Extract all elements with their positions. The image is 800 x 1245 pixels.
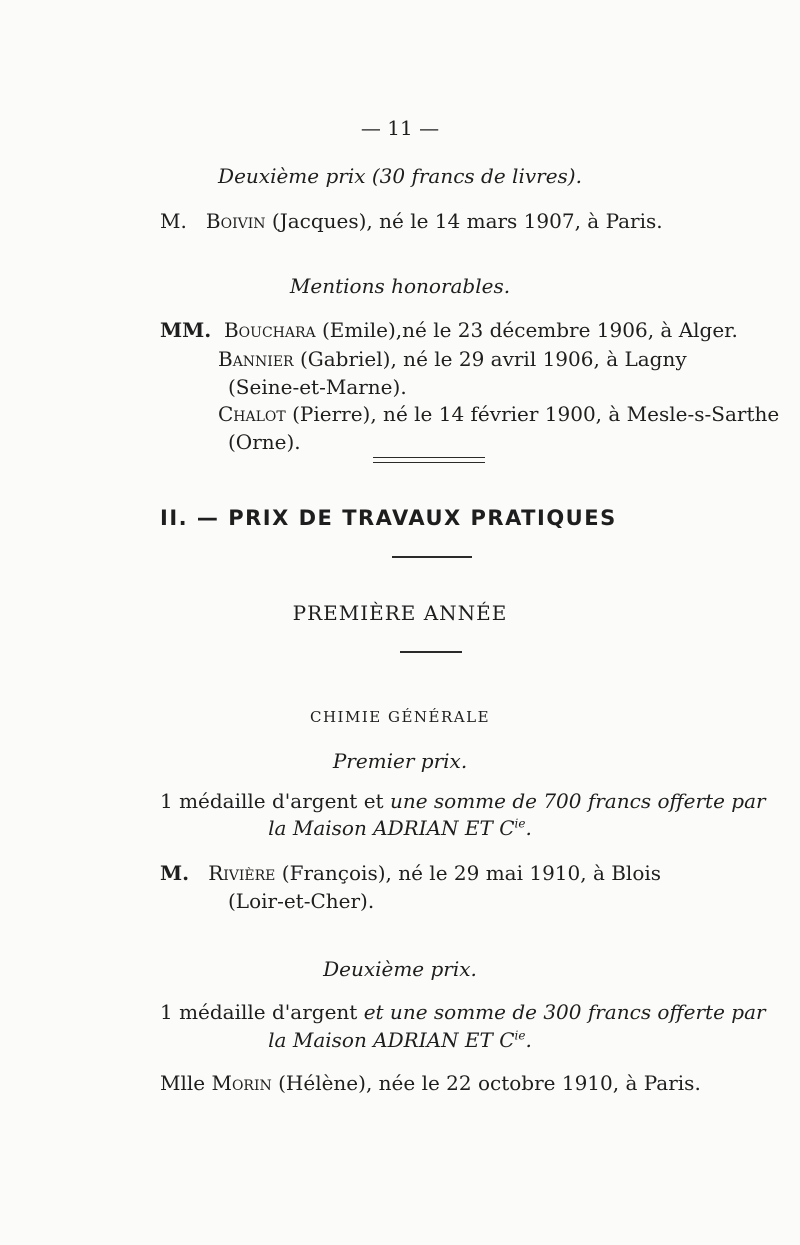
entry-details: (Gabriel), né le 29 avril 1906, à Lagny xyxy=(299,347,687,371)
medaille-text: 1 médaille d'argent xyxy=(160,1000,358,1024)
premiere-annee-heading: PREMIÈRE ANNÉE xyxy=(292,601,508,625)
maison-end: . xyxy=(525,1028,532,1052)
entry-surname: Morin xyxy=(211,1071,272,1095)
medaille-text: 1 médaille d'argent et xyxy=(160,789,384,813)
entry-riviere xyxy=(160,860,661,886)
deuxieme-prix-heading-2: Deuxième prix. xyxy=(323,957,477,981)
entry-riviere-continuation: (Loir-et-Cher). xyxy=(228,889,375,913)
double-rule-divider xyxy=(373,457,485,463)
premier-prix-heading: Premier prix. xyxy=(332,749,468,773)
medaille-offer: et une somme de 300 francs offerte par xyxy=(363,1000,766,1024)
entry-surname: Rivière xyxy=(208,861,276,885)
entry-prefix: M. xyxy=(160,861,190,885)
entry-chalot-continuation: (Orne). xyxy=(228,430,301,454)
entry-details: (François), né le 29 mai 1910, à Blois xyxy=(281,861,662,885)
entry-prefix: MM. xyxy=(160,318,212,342)
maison-end: . xyxy=(525,816,532,840)
entry-details: (Pierre), né le 14 février 1900, à Mesle-s-Sarthe xyxy=(292,402,780,426)
maison-adrian-1 xyxy=(0,815,800,841)
entry-bannier-continuation: (Seine-et-Marne). xyxy=(228,375,407,399)
entry-surname: Chalot xyxy=(218,402,286,426)
entry-prefix: Mlle xyxy=(160,1071,206,1095)
maison-sup: ie xyxy=(514,816,526,831)
entry-surname: Bouchara xyxy=(223,318,316,342)
medaille-line-2 xyxy=(160,999,766,1025)
rule-divider-short xyxy=(400,651,462,653)
entry-bannier xyxy=(218,346,687,372)
maison-name: la Maison ADRIAN ET C xyxy=(268,1028,515,1052)
maison-name: la Maison ADRIAN ET C xyxy=(268,816,515,840)
entry-prefix: M. xyxy=(160,209,187,233)
deuxieme-prix-heading: Deuxième prix (30 francs de livres). xyxy=(218,164,582,188)
entry-details: (Jacques), né le 14 mars 1907, à Paris. xyxy=(271,209,663,233)
entry-details: (Hélène), née le 22 octobre 1910, à Paris. xyxy=(278,1071,701,1095)
rule-divider xyxy=(392,556,472,558)
entry-surname: Bannier xyxy=(218,347,294,371)
medaille-line-1 xyxy=(160,788,766,814)
page-number: — 11 — xyxy=(360,116,440,140)
section-title: II. — PRIX DE TRAVAUX PRATIQUES xyxy=(160,506,617,530)
entry-boivin xyxy=(160,208,663,234)
entry-morin xyxy=(160,1070,701,1096)
entry-surname: Boivin xyxy=(205,209,266,233)
mentions-honorables-heading: Mentions honorables. xyxy=(289,274,511,298)
chimie-generale-heading: CHIMIE GÉNÉRALE xyxy=(309,708,491,726)
medaille-offer: une somme de 700 francs offerte par xyxy=(389,789,766,813)
entry-details: (Emile),né le 23 décembre 1906, à Alger. xyxy=(321,318,738,342)
entry-bouchara xyxy=(160,317,738,343)
maison-sup: ie xyxy=(514,1028,526,1043)
entry-chalot xyxy=(218,401,779,427)
maison-adrian-2 xyxy=(0,1027,800,1053)
